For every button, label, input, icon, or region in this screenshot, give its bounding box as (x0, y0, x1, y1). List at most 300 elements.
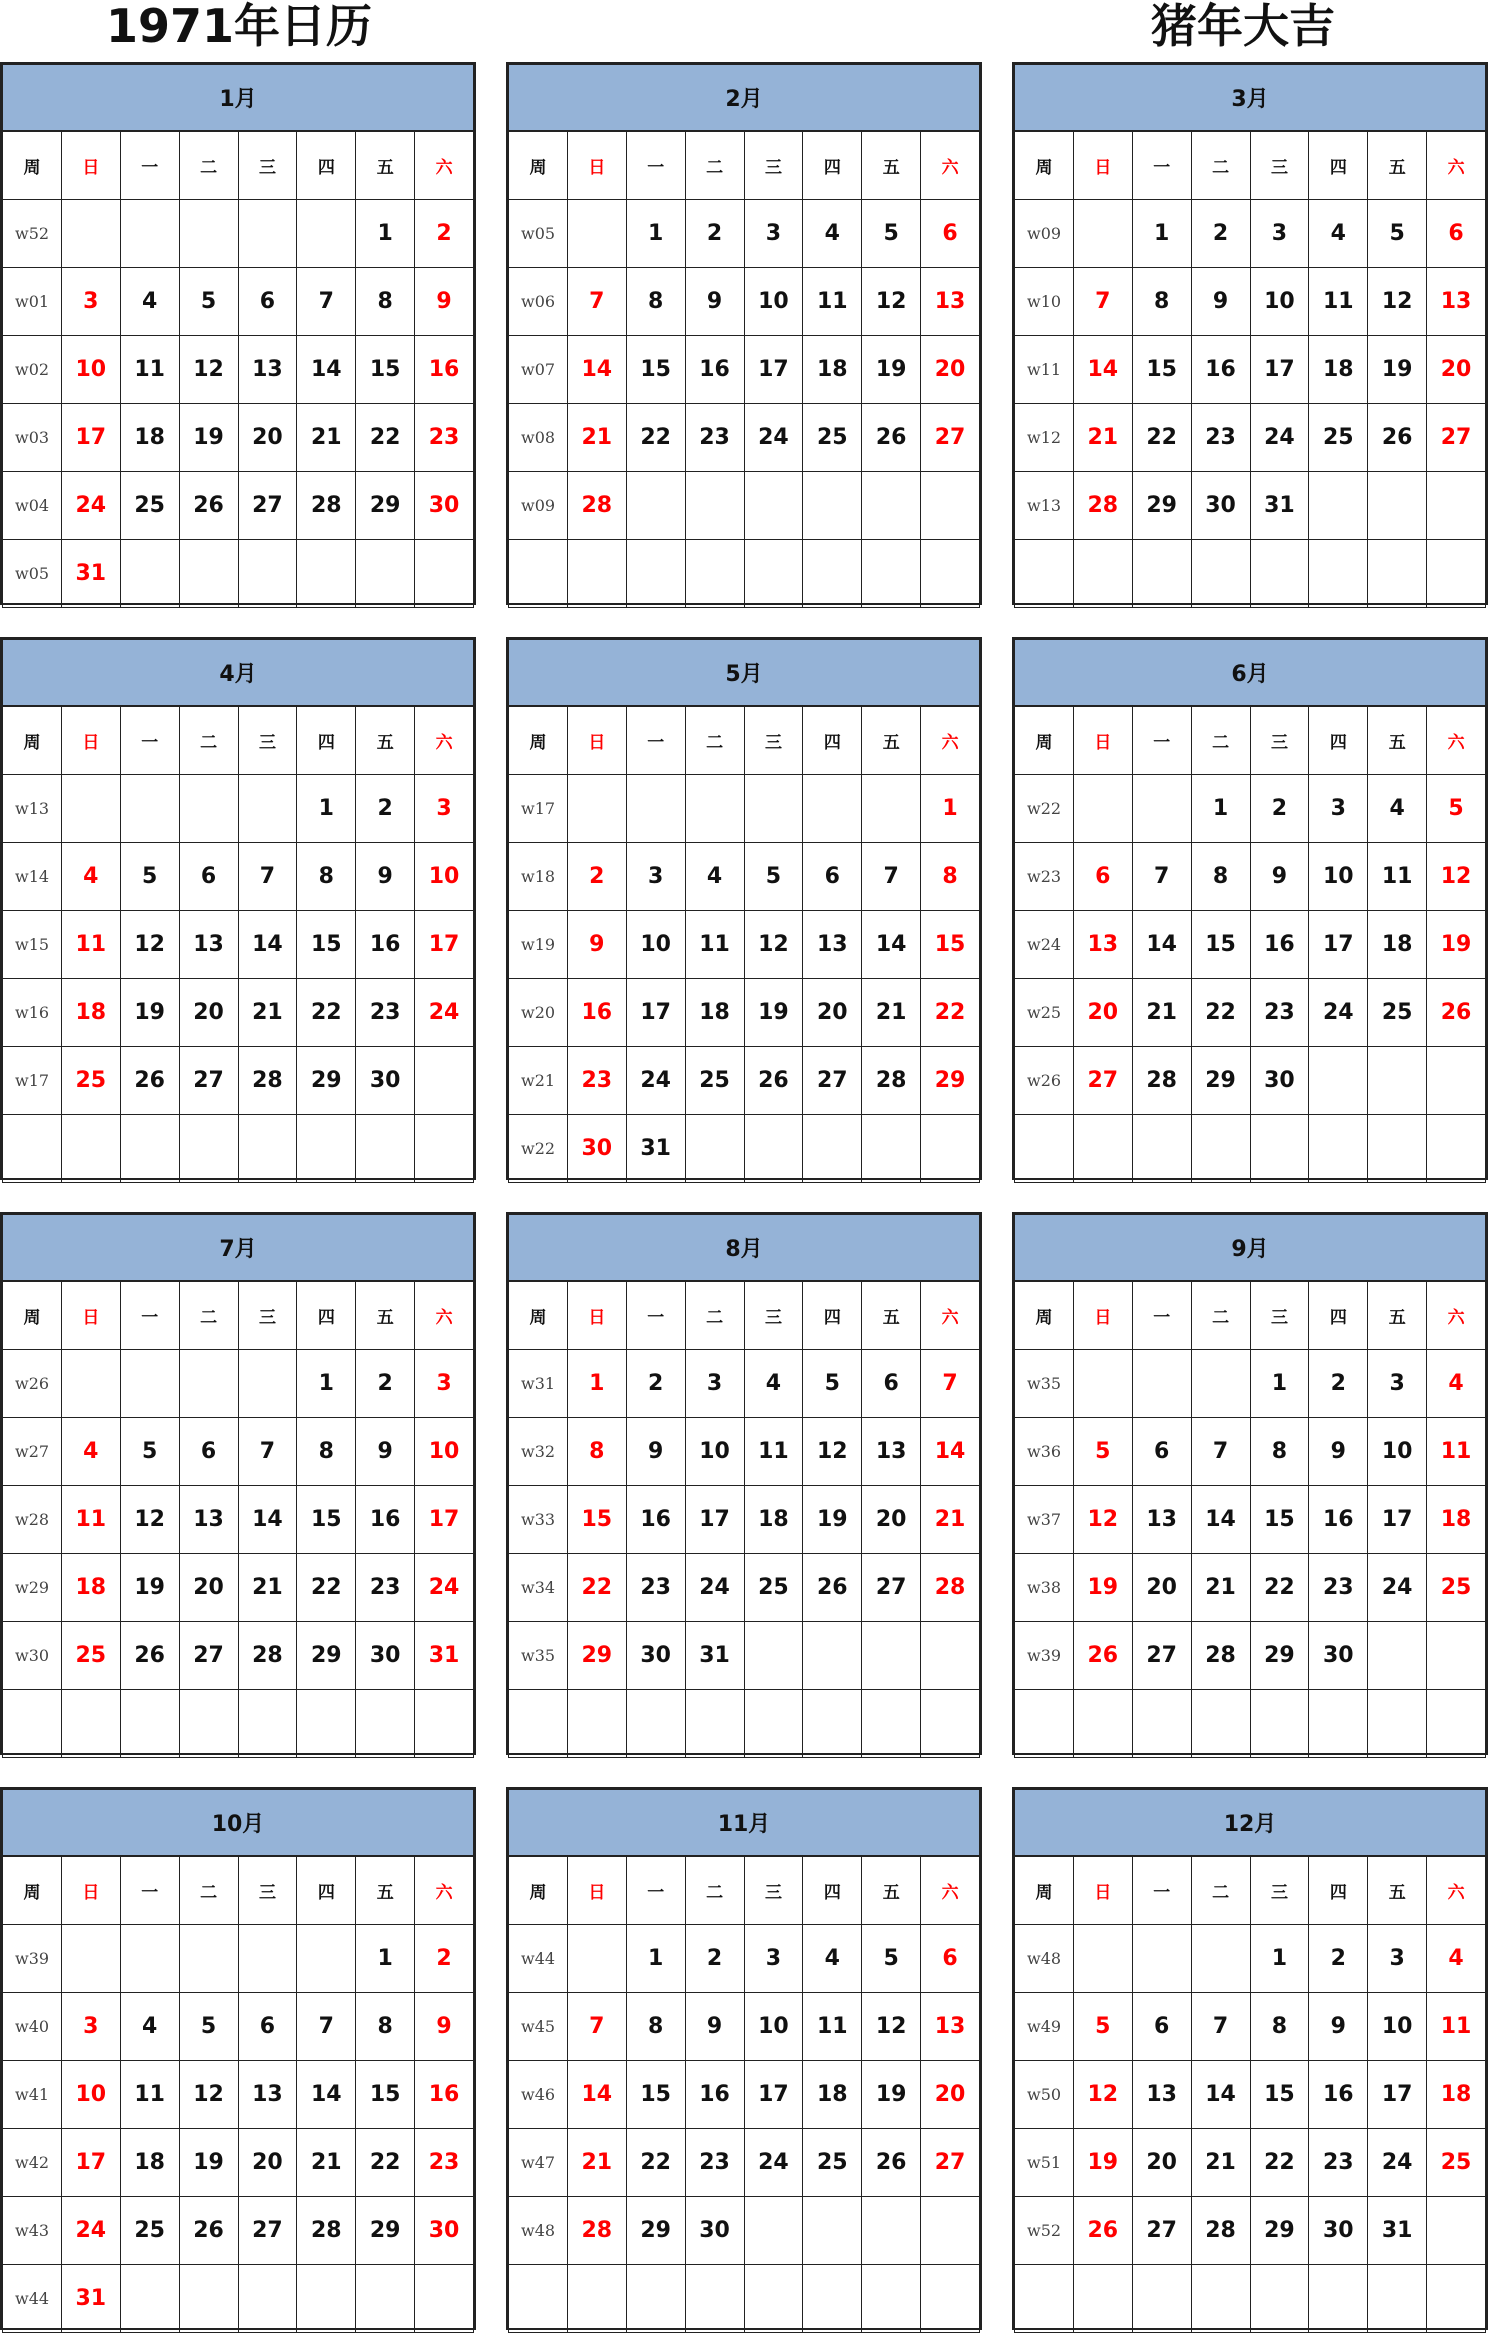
day-cell: 16 (1191, 336, 1250, 404)
day-cell: 24 (744, 404, 803, 472)
day-cell: 21 (567, 404, 626, 472)
day-cell: 30 (1250, 1047, 1309, 1115)
day-cell: 16 (415, 2061, 474, 2129)
month-title: 10月 (3, 1790, 474, 1857)
day-cell: 6 (238, 1993, 297, 2061)
day-cell: 21 (1132, 979, 1191, 1047)
weekday-header: 日 (61, 1856, 120, 1925)
day-cell: 21 (238, 979, 297, 1047)
day-cell: 12 (862, 1993, 921, 2061)
week-row (1015, 540, 1486, 608)
week-number: w49 (1015, 1993, 1074, 2061)
day-cell: 27 (803, 1047, 862, 1115)
day-cell: 1 (297, 1350, 356, 1418)
week-row (3, 775, 474, 843)
day-cell: 20 (1073, 979, 1132, 1047)
day-cell: 1 (1250, 1350, 1309, 1418)
day-cell: 6 (179, 843, 238, 911)
month-table (2, 639, 474, 1183)
day-cell (1427, 1622, 1486, 1690)
day-cell (744, 2265, 803, 2333)
day-cell: 16 (685, 336, 744, 404)
day-cell (1427, 2197, 1486, 2265)
day-cell (1132, 1925, 1191, 1993)
day-cell: 5 (179, 1993, 238, 2061)
day-cell: 10 (626, 911, 685, 979)
day-cell: 23 (685, 404, 744, 472)
day-cell (1427, 1690, 1486, 1758)
day-cell (1073, 200, 1132, 268)
day-cell: 5 (120, 843, 179, 911)
weekday-header: 六 (921, 706, 980, 775)
weekday-header: 五 (1368, 1281, 1427, 1350)
day-cell: 23 (356, 979, 415, 1047)
day-cell: 22 (356, 2129, 415, 2197)
weekday-header: 一 (626, 1281, 685, 1350)
day-cell: 9 (415, 268, 474, 336)
month-calendar (0, 62, 476, 605)
day-cell: 4 (744, 1350, 803, 1418)
week-row (509, 2061, 980, 2129)
day-cell: 6 (921, 200, 980, 268)
week-number: w44 (3, 2265, 62, 2333)
day-cell: 11 (1309, 268, 1368, 336)
day-cell: 5 (120, 1418, 179, 1486)
month-title: 3月 (1015, 65, 1486, 132)
day-cell: 15 (626, 2061, 685, 2129)
week-number: w11 (1015, 336, 1074, 404)
day-cell (1073, 1115, 1132, 1183)
day-cell: 8 (626, 268, 685, 336)
week-number: w16 (3, 979, 62, 1047)
day-cell: 5 (803, 1350, 862, 1418)
day-cell (120, 200, 179, 268)
day-cell: 25 (803, 2129, 862, 2197)
week-row (3, 1418, 474, 1486)
day-cell (921, 1622, 980, 1690)
day-cell (179, 775, 238, 843)
day-cell: 28 (1132, 1047, 1191, 1115)
month-calendar (506, 1787, 982, 2330)
day-cell (61, 775, 120, 843)
day-cell: 7 (921, 1350, 980, 1418)
day-cell: 5 (1073, 1993, 1132, 2061)
week-row (509, 775, 980, 843)
day-cell: 1 (1250, 1925, 1309, 1993)
day-cell: 1 (567, 1350, 626, 1418)
day-cell (744, 540, 803, 608)
month-table (1014, 1214, 1486, 1758)
month-table (2, 64, 474, 608)
day-cell (803, 2197, 862, 2265)
week-row (3, 472, 474, 540)
weekday-header: 二 (179, 131, 238, 200)
day-cell: 25 (61, 1047, 120, 1115)
day-cell: 19 (744, 979, 803, 1047)
week-number (1015, 540, 1074, 608)
day-cell: 12 (1073, 2061, 1132, 2129)
day-cell (1132, 2265, 1191, 2333)
day-cell: 13 (921, 268, 980, 336)
day-cell (1191, 1350, 1250, 1418)
day-cell: 28 (1191, 1622, 1250, 1690)
weekday-header-row (1015, 706, 1486, 775)
week-number: w22 (1015, 775, 1074, 843)
weekday-header: 二 (1191, 131, 1250, 200)
day-cell: 28 (238, 1047, 297, 1115)
day-cell: 8 (1250, 1993, 1309, 2061)
weekday-header: 六 (921, 1856, 980, 1925)
day-cell: 2 (415, 200, 474, 268)
day-cell: 9 (356, 843, 415, 911)
day-cell: 25 (1427, 1554, 1486, 1622)
day-cell: 20 (862, 1486, 921, 1554)
day-cell: 17 (744, 336, 803, 404)
day-cell: 26 (1073, 2197, 1132, 2265)
week-row (3, 1690, 474, 1758)
week-number: w38 (1015, 1554, 1074, 1622)
weekday-header: 五 (862, 131, 921, 200)
week-row (1015, 1925, 1486, 1993)
day-cell (1191, 540, 1250, 608)
day-cell: 25 (120, 472, 179, 540)
week-row (1015, 1554, 1486, 1622)
day-cell: 4 (803, 200, 862, 268)
day-cell (415, 1115, 474, 1183)
week-row (1015, 2061, 1486, 2129)
day-cell: 27 (238, 2197, 297, 2265)
weekday-header: 二 (1191, 1856, 1250, 1925)
day-cell: 13 (238, 336, 297, 404)
day-cell: 12 (1427, 843, 1486, 911)
day-cell: 13 (238, 2061, 297, 2129)
day-cell: 27 (862, 1554, 921, 1622)
weekday-header: 三 (238, 131, 297, 200)
day-cell (238, 1690, 297, 1758)
week-number (3, 1115, 62, 1183)
day-cell: 12 (1368, 268, 1427, 336)
day-cell (1427, 1047, 1486, 1115)
week-number: w52 (1015, 2197, 1074, 2265)
day-cell: 9 (356, 1418, 415, 1486)
day-cell: 29 (1132, 472, 1191, 540)
calendar-title: 1971年日历 (106, 0, 373, 53)
day-cell: 28 (1073, 472, 1132, 540)
day-cell: 15 (1250, 1486, 1309, 1554)
week-row (1015, 1622, 1486, 1690)
day-cell: 3 (415, 1350, 474, 1418)
day-cell (744, 1115, 803, 1183)
month-title: 7月 (3, 1215, 474, 1282)
day-cell: 11 (120, 2061, 179, 2129)
day-cell: 6 (238, 268, 297, 336)
weekday-header: 日 (1073, 706, 1132, 775)
day-cell: 12 (744, 911, 803, 979)
weekday-header: 四 (803, 1856, 862, 1925)
day-cell: 5 (1073, 1418, 1132, 1486)
day-cell (120, 1115, 179, 1183)
day-cell: 25 (120, 2197, 179, 2265)
day-cell: 27 (238, 472, 297, 540)
week-column-header: 周 (1015, 706, 1074, 775)
day-cell: 8 (567, 1418, 626, 1486)
week-column-header: 周 (509, 1281, 568, 1350)
day-cell: 17 (626, 979, 685, 1047)
day-cell: 31 (1368, 2197, 1427, 2265)
day-cell: 8 (356, 1993, 415, 2061)
weekday-header: 二 (179, 706, 238, 775)
day-cell: 8 (1132, 268, 1191, 336)
day-cell: 11 (120, 336, 179, 404)
day-cell: 2 (1250, 775, 1309, 843)
day-cell: 6 (921, 1925, 980, 1993)
day-cell: 11 (1427, 1418, 1486, 1486)
day-cell (1073, 2265, 1132, 2333)
day-cell: 24 (1309, 979, 1368, 1047)
day-cell (61, 1115, 120, 1183)
day-cell (567, 1690, 626, 1758)
weekday-header: 二 (685, 1281, 744, 1350)
weekday-header: 六 (1427, 1856, 1486, 1925)
day-cell: 22 (297, 979, 356, 1047)
day-cell: 10 (61, 336, 120, 404)
weekday-header: 一 (626, 1856, 685, 1925)
day-cell (1309, 540, 1368, 608)
day-cell (61, 200, 120, 268)
day-cell (862, 1622, 921, 1690)
day-cell: 13 (862, 1418, 921, 1486)
day-cell: 10 (685, 1418, 744, 1486)
week-number: w30 (3, 1622, 62, 1690)
day-cell: 27 (1132, 2197, 1191, 2265)
day-cell: 22 (1250, 2129, 1309, 2197)
month-calendar (1012, 1787, 1488, 2330)
day-cell (1368, 1115, 1427, 1183)
day-cell (1073, 1925, 1132, 1993)
day-cell: 23 (1250, 979, 1309, 1047)
week-row (1015, 1115, 1486, 1183)
day-cell: 11 (1427, 1993, 1486, 2061)
day-cell: 14 (921, 1418, 980, 1486)
month-title: 9月 (1015, 1215, 1486, 1282)
day-cell: 23 (1191, 404, 1250, 472)
day-cell (803, 775, 862, 843)
week-row (3, 1993, 474, 2061)
day-cell (626, 472, 685, 540)
week-number: w24 (1015, 911, 1074, 979)
day-cell: 31 (415, 1622, 474, 1690)
day-cell: 23 (567, 1047, 626, 1115)
day-cell: 2 (356, 775, 415, 843)
week-number: w48 (509, 2197, 568, 2265)
day-cell: 22 (356, 404, 415, 472)
day-cell: 22 (1191, 979, 1250, 1047)
day-cell: 13 (179, 1486, 238, 1554)
day-cell: 3 (1309, 775, 1368, 843)
day-cell (744, 472, 803, 540)
day-cell (803, 2265, 862, 2333)
day-cell (238, 1925, 297, 1993)
day-cell (1132, 1690, 1191, 1758)
week-number: w18 (509, 843, 568, 911)
weekday-header: 三 (238, 1856, 297, 1925)
weekday-header-row (1015, 1856, 1486, 1925)
day-cell: 28 (862, 1047, 921, 1115)
day-cell (1368, 540, 1427, 608)
day-cell: 7 (862, 843, 921, 911)
day-cell: 1 (1132, 200, 1191, 268)
day-cell (921, 472, 980, 540)
day-cell (179, 1115, 238, 1183)
day-cell: 14 (1132, 911, 1191, 979)
week-row (3, 1925, 474, 1993)
day-cell (626, 2265, 685, 2333)
day-cell (120, 540, 179, 608)
week-row (509, 1925, 980, 1993)
month-table (508, 1789, 980, 2333)
day-cell (1427, 1115, 1486, 1183)
day-cell: 1 (356, 200, 415, 268)
week-number (1015, 2265, 1074, 2333)
week-row (1015, 2129, 1486, 2197)
day-cell (238, 540, 297, 608)
week-number: w33 (509, 1486, 568, 1554)
day-cell: 26 (862, 2129, 921, 2197)
weekday-header-row (1015, 131, 1486, 200)
month-table (1014, 1789, 1486, 2333)
day-cell: 13 (803, 911, 862, 979)
weekday-header: 一 (626, 706, 685, 775)
week-column-header: 周 (1015, 131, 1074, 200)
day-cell: 30 (1309, 2197, 1368, 2265)
week-row (509, 911, 980, 979)
week-row (509, 540, 980, 608)
week-row (1015, 336, 1486, 404)
day-cell (238, 775, 297, 843)
day-cell: 6 (1073, 843, 1132, 911)
week-row (3, 1622, 474, 1690)
day-cell (1427, 472, 1486, 540)
day-cell: 21 (862, 979, 921, 1047)
day-cell (685, 1690, 744, 1758)
month-calendar (0, 1787, 476, 2330)
weekday-header: 日 (61, 706, 120, 775)
day-cell: 10 (744, 1993, 803, 2061)
day-cell: 25 (803, 404, 862, 472)
week-number: w22 (509, 1115, 568, 1183)
day-cell: 17 (61, 404, 120, 472)
day-cell: 15 (297, 1486, 356, 1554)
day-cell (179, 2265, 238, 2333)
weekday-header: 日 (61, 131, 120, 200)
weekday-header: 六 (415, 706, 474, 775)
day-cell (297, 1925, 356, 1993)
day-cell: 23 (415, 2129, 474, 2197)
day-cell: 18 (744, 1486, 803, 1554)
week-row (1015, 2265, 1486, 2333)
day-cell (1309, 1690, 1368, 1758)
day-cell: 23 (626, 1554, 685, 1622)
day-cell: 8 (297, 1418, 356, 1486)
day-cell: 28 (1191, 2197, 1250, 2265)
day-cell: 26 (179, 472, 238, 540)
day-cell: 21 (297, 404, 356, 472)
weekday-header: 三 (238, 1281, 297, 1350)
day-cell: 2 (626, 1350, 685, 1418)
day-cell: 29 (1191, 1047, 1250, 1115)
day-cell: 29 (626, 2197, 685, 2265)
day-cell: 2 (567, 843, 626, 911)
week-row (3, 268, 474, 336)
weekday-header: 日 (567, 1856, 626, 1925)
week-number: w31 (509, 1350, 568, 1418)
day-cell: 3 (1368, 1925, 1427, 1993)
weekday-header-row (3, 131, 474, 200)
weekday-header: 二 (685, 131, 744, 200)
weekday-header: 四 (1309, 706, 1368, 775)
day-cell (1309, 2265, 1368, 2333)
week-number: w39 (1015, 1622, 1074, 1690)
day-cell: 6 (1132, 1418, 1191, 1486)
day-cell: 27 (921, 404, 980, 472)
day-cell: 29 (1250, 1622, 1309, 1690)
day-cell (120, 775, 179, 843)
day-cell: 21 (297, 2129, 356, 2197)
week-row (509, 268, 980, 336)
day-cell: 5 (862, 1925, 921, 1993)
day-cell: 15 (567, 1486, 626, 1554)
month-title: 2月 (509, 65, 980, 132)
day-cell: 30 (415, 472, 474, 540)
day-cell: 21 (1073, 404, 1132, 472)
week-row (1015, 1690, 1486, 1758)
day-cell: 22 (921, 979, 980, 1047)
day-cell: 8 (356, 268, 415, 336)
day-cell: 4 (685, 843, 744, 911)
month-table (1014, 64, 1486, 608)
day-cell: 3 (685, 1350, 744, 1418)
week-row (3, 979, 474, 1047)
day-cell: 24 (61, 2197, 120, 2265)
day-cell: 11 (803, 1993, 862, 2061)
week-column-header: 周 (3, 706, 62, 775)
day-cell: 18 (803, 2061, 862, 2129)
week-row (509, 2265, 980, 2333)
day-cell (744, 1622, 803, 1690)
day-cell (356, 2265, 415, 2333)
day-cell (1368, 1047, 1427, 1115)
day-cell: 22 (626, 2129, 685, 2197)
week-column-header: 周 (1015, 1856, 1074, 1925)
day-cell: 19 (862, 2061, 921, 2129)
day-cell: 7 (1132, 843, 1191, 911)
day-cell: 17 (415, 911, 474, 979)
week-row (1015, 1993, 1486, 2061)
weekday-header: 五 (862, 1281, 921, 1350)
day-cell: 2 (415, 1925, 474, 1993)
day-cell: 19 (862, 336, 921, 404)
day-cell: 20 (1427, 336, 1486, 404)
week-number: w09 (1015, 200, 1074, 268)
week-row (509, 979, 980, 1047)
day-cell: 7 (297, 1993, 356, 2061)
day-cell: 9 (1309, 1993, 1368, 2061)
weekday-header: 五 (356, 131, 415, 200)
day-cell: 3 (626, 843, 685, 911)
week-number: w41 (3, 2061, 62, 2129)
month-calendar (506, 637, 982, 1180)
day-cell: 5 (179, 268, 238, 336)
